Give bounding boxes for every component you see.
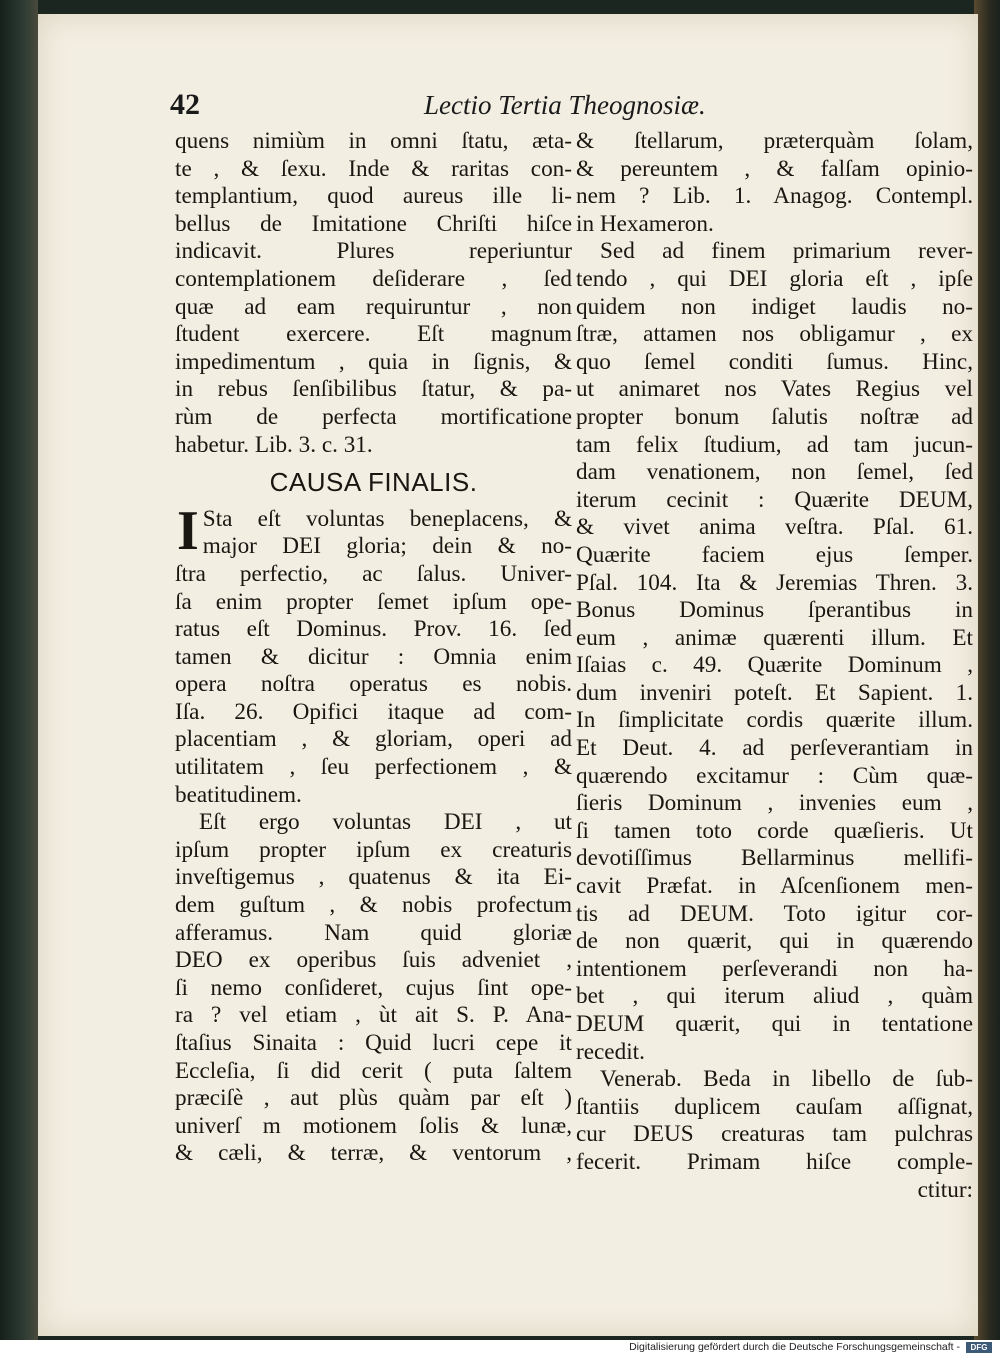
- text-line: ſtudent exercere. Eſt magnum: [175, 321, 572, 348]
- text-line: major DEI gloria; dein & no-: [202, 533, 572, 560]
- text-line: recedit.: [576, 1038, 645, 1065]
- text-line: devotiſſimus Bellarminus mellifi-: [576, 845, 973, 872]
- text-line: nem ? Lib. 1. Anagog. Contempl.: [576, 183, 973, 210]
- text-line: in rebus ſenſibilibus ſtatur, & pa-: [175, 376, 572, 403]
- text-line: ut animaret nos Vates Regius vel: [576, 376, 973, 403]
- text-line: templantium, quod aureus ille li-: [175, 183, 572, 210]
- text-line: tis ad DEUM. Toto igitur cor-: [576, 900, 973, 927]
- page-number: 42: [170, 88, 200, 121]
- text-line: dum inveniri poteſt. Et Sapient. 1.: [576, 679, 973, 706]
- text-line: Bonus Dominus ſperantibus in: [576, 597, 973, 624]
- text-line: impedimentum , quia in ſignis, &: [175, 348, 572, 375]
- text-line: utilitatem , ſeu perfectionem , &: [175, 754, 572, 781]
- catchword: ctitur:: [917, 1176, 973, 1203]
- text-line: ipſum propter ipſum ex creaturis: [175, 836, 572, 863]
- text-line: afferamus. Nam quid gloriæ: [175, 919, 572, 946]
- text-line: eum , animæ quærenti illum. Et: [576, 624, 973, 651]
- text-line: rùm de perfecta mortificatione: [175, 403, 572, 430]
- text-line: quidem non indiget laudis no-: [576, 293, 973, 320]
- text-line: bet , qui iterum aliud , quàm: [576, 983, 973, 1010]
- text-line: opera noſtra operatus es nobis.: [175, 671, 572, 698]
- paragraph: [576, 128, 973, 238]
- text-line: ſi tamen toto corde quæſieris. Ut: [576, 817, 973, 844]
- text-line: beatitudinem.: [175, 781, 302, 808]
- text-line: DEO ex operibus ſuis adveniet ,: [175, 947, 572, 974]
- text-line: Et Deut. 4. ad perſeverantiam in: [576, 735, 973, 762]
- text-line: DEUM quærit, qui in tentatione: [576, 1011, 973, 1037]
- text-line: ſtra perfectio, ac ſalus. Univer-: [175, 560, 572, 587]
- text-line: intentionem perſeverandi non ha-: [576, 955, 973, 982]
- text-line: quærendo excitamur : Cùm quæ-: [576, 762, 973, 789]
- text-line: Iſa. 26. Opifici itaque ad com-: [175, 698, 572, 725]
- page-header: [38, 88, 978, 128]
- text-line: ſtantiis duplicem cauſam aſſignat,: [576, 1093, 973, 1120]
- text-line: Eccleſia, ſi did cerit ( puta ſaltem: [175, 1057, 572, 1084]
- text-line: propter bonum ſalutis noſtræ ad: [576, 403, 973, 430]
- text-line: ſa enim propter ſemet ipſum ope-: [175, 588, 572, 615]
- text-line: bellus de Imitatione Chriſti hiſce: [175, 210, 572, 237]
- text-line: tamen & dicitur : Omnia enim: [175, 643, 572, 670]
- text-line: ſi nemo conſideret, cujus ſint ope-: [175, 974, 572, 1001]
- text-line: ratus eſt Dominus. Prov. 16. ſed: [175, 616, 572, 643]
- book-page: [38, 14, 978, 1336]
- text-line: habetur. Lib. 3. c. 31.: [175, 431, 373, 458]
- text-line: ſtaſius Sinaita : Quid lucri cepe it: [175, 1030, 572, 1056]
- paragraph: [175, 809, 572, 1168]
- dfg-logo: DFG: [966, 1342, 992, 1353]
- book-binding-edge: [0, 0, 38, 1340]
- text-line: dem guſtum , & nobis profectum: [175, 892, 572, 919]
- paragraph-with-dropcap: [175, 499, 572, 810]
- text-line: Sed ad finem primarium rever-: [600, 238, 973, 265]
- text-line: quæ ad eam requiruntur , non: [175, 293, 572, 320]
- text-line: præciſè , aut plùs quàm par eſt ): [175, 1085, 572, 1112]
- text-line: de non quærit, qui in quærendo: [576, 928, 973, 955]
- running-title: Lectio Tertia Theognosiæ.: [424, 90, 706, 120]
- footer-credit: Digitalisierung gefördert durch die Deutsche Forschungsgemeinschaft -: [629, 1341, 960, 1353]
- text-line: ra ? vel etiam , ùt ait S. P. Ana-: [175, 1002, 572, 1029]
- text-line: cavit Præfat. in Aſcenſionem men-: [576, 873, 973, 900]
- text-line: Pſal. 104. Ita & Jeremias Thren. 3.: [576, 569, 973, 596]
- text-line: Eſt ergo voluntas DEI , ut: [199, 809, 572, 836]
- section-heading: CAUSA FINALIS.: [269, 467, 478, 498]
- text-line: Quærite faciem ejus ſemper.: [576, 541, 973, 568]
- text-line: quens nimiùm in omni ſtatu, æta-: [175, 128, 572, 154]
- text-line: Iſaias c. 49. Quærite Dominum ,: [576, 652, 973, 679]
- text-line: & pereuntem , & falſam opinio-: [576, 155, 973, 182]
- text-line: & cæli, & terræ, & ventorum ,: [175, 1140, 572, 1167]
- text-line: te , & ſexu. Inde & raritas con-: [175, 155, 572, 182]
- text-line: placentiam , & gloriam, operi ad: [175, 726, 572, 753]
- right-column: [576, 128, 973, 1204]
- text-line: in Hexameron.: [576, 210, 714, 237]
- digitization-footer: [0, 1340, 1000, 1356]
- text-line: cur DEUS creaturas tam pulchras: [576, 1121, 973, 1148]
- text-line: tendo , qui DEI gloria eſt , ipſe: [576, 265, 973, 292]
- text-line: Sta eſt voluntas beneplacens, &: [202, 505, 572, 532]
- text-line: quo ſemel conditi ſumus. Hinc,: [576, 348, 973, 375]
- text-line: tam felix ſtudium, ad tam jucun-: [576, 431, 973, 458]
- paragraph: [175, 128, 572, 459]
- text-line: indicavit. Plures reperiuntur: [175, 238, 572, 265]
- left-column: [175, 128, 572, 1168]
- drop-cap: I: [177, 499, 199, 562]
- text-line: iterum cecinit : Quærite DEUM,: [576, 486, 973, 513]
- text-line: fecerit. Primam hiſce comple-: [576, 1148, 973, 1175]
- text-line: & vivet anima veſtra. Pſal. 61.: [576, 514, 973, 541]
- text-line: inveſtigemus , quatenus & ita Ei-: [175, 864, 572, 891]
- paragraph: [576, 238, 973, 1066]
- paragraph: [576, 1066, 973, 1176]
- text-line: & ſtellarum, præterquàm ſolam,: [576, 128, 973, 154]
- text-line: univerſ m motionem ſolis & lunæ,: [175, 1112, 572, 1139]
- text-line: ſtræ, attamen nos obligamur , ex: [576, 321, 973, 348]
- text-line: dam venationem, non ſemel, ſed: [576, 459, 973, 486]
- text-line: Venerab. Beda in libello de ſub-: [600, 1066, 973, 1093]
- text-line: contemplationem deſiderare , ſed: [175, 265, 572, 292]
- text-line: ſieris Dominum , invenies eum ,: [576, 790, 973, 817]
- text-line: In ſimplicitate cordis quærite illum.: [576, 707, 973, 734]
